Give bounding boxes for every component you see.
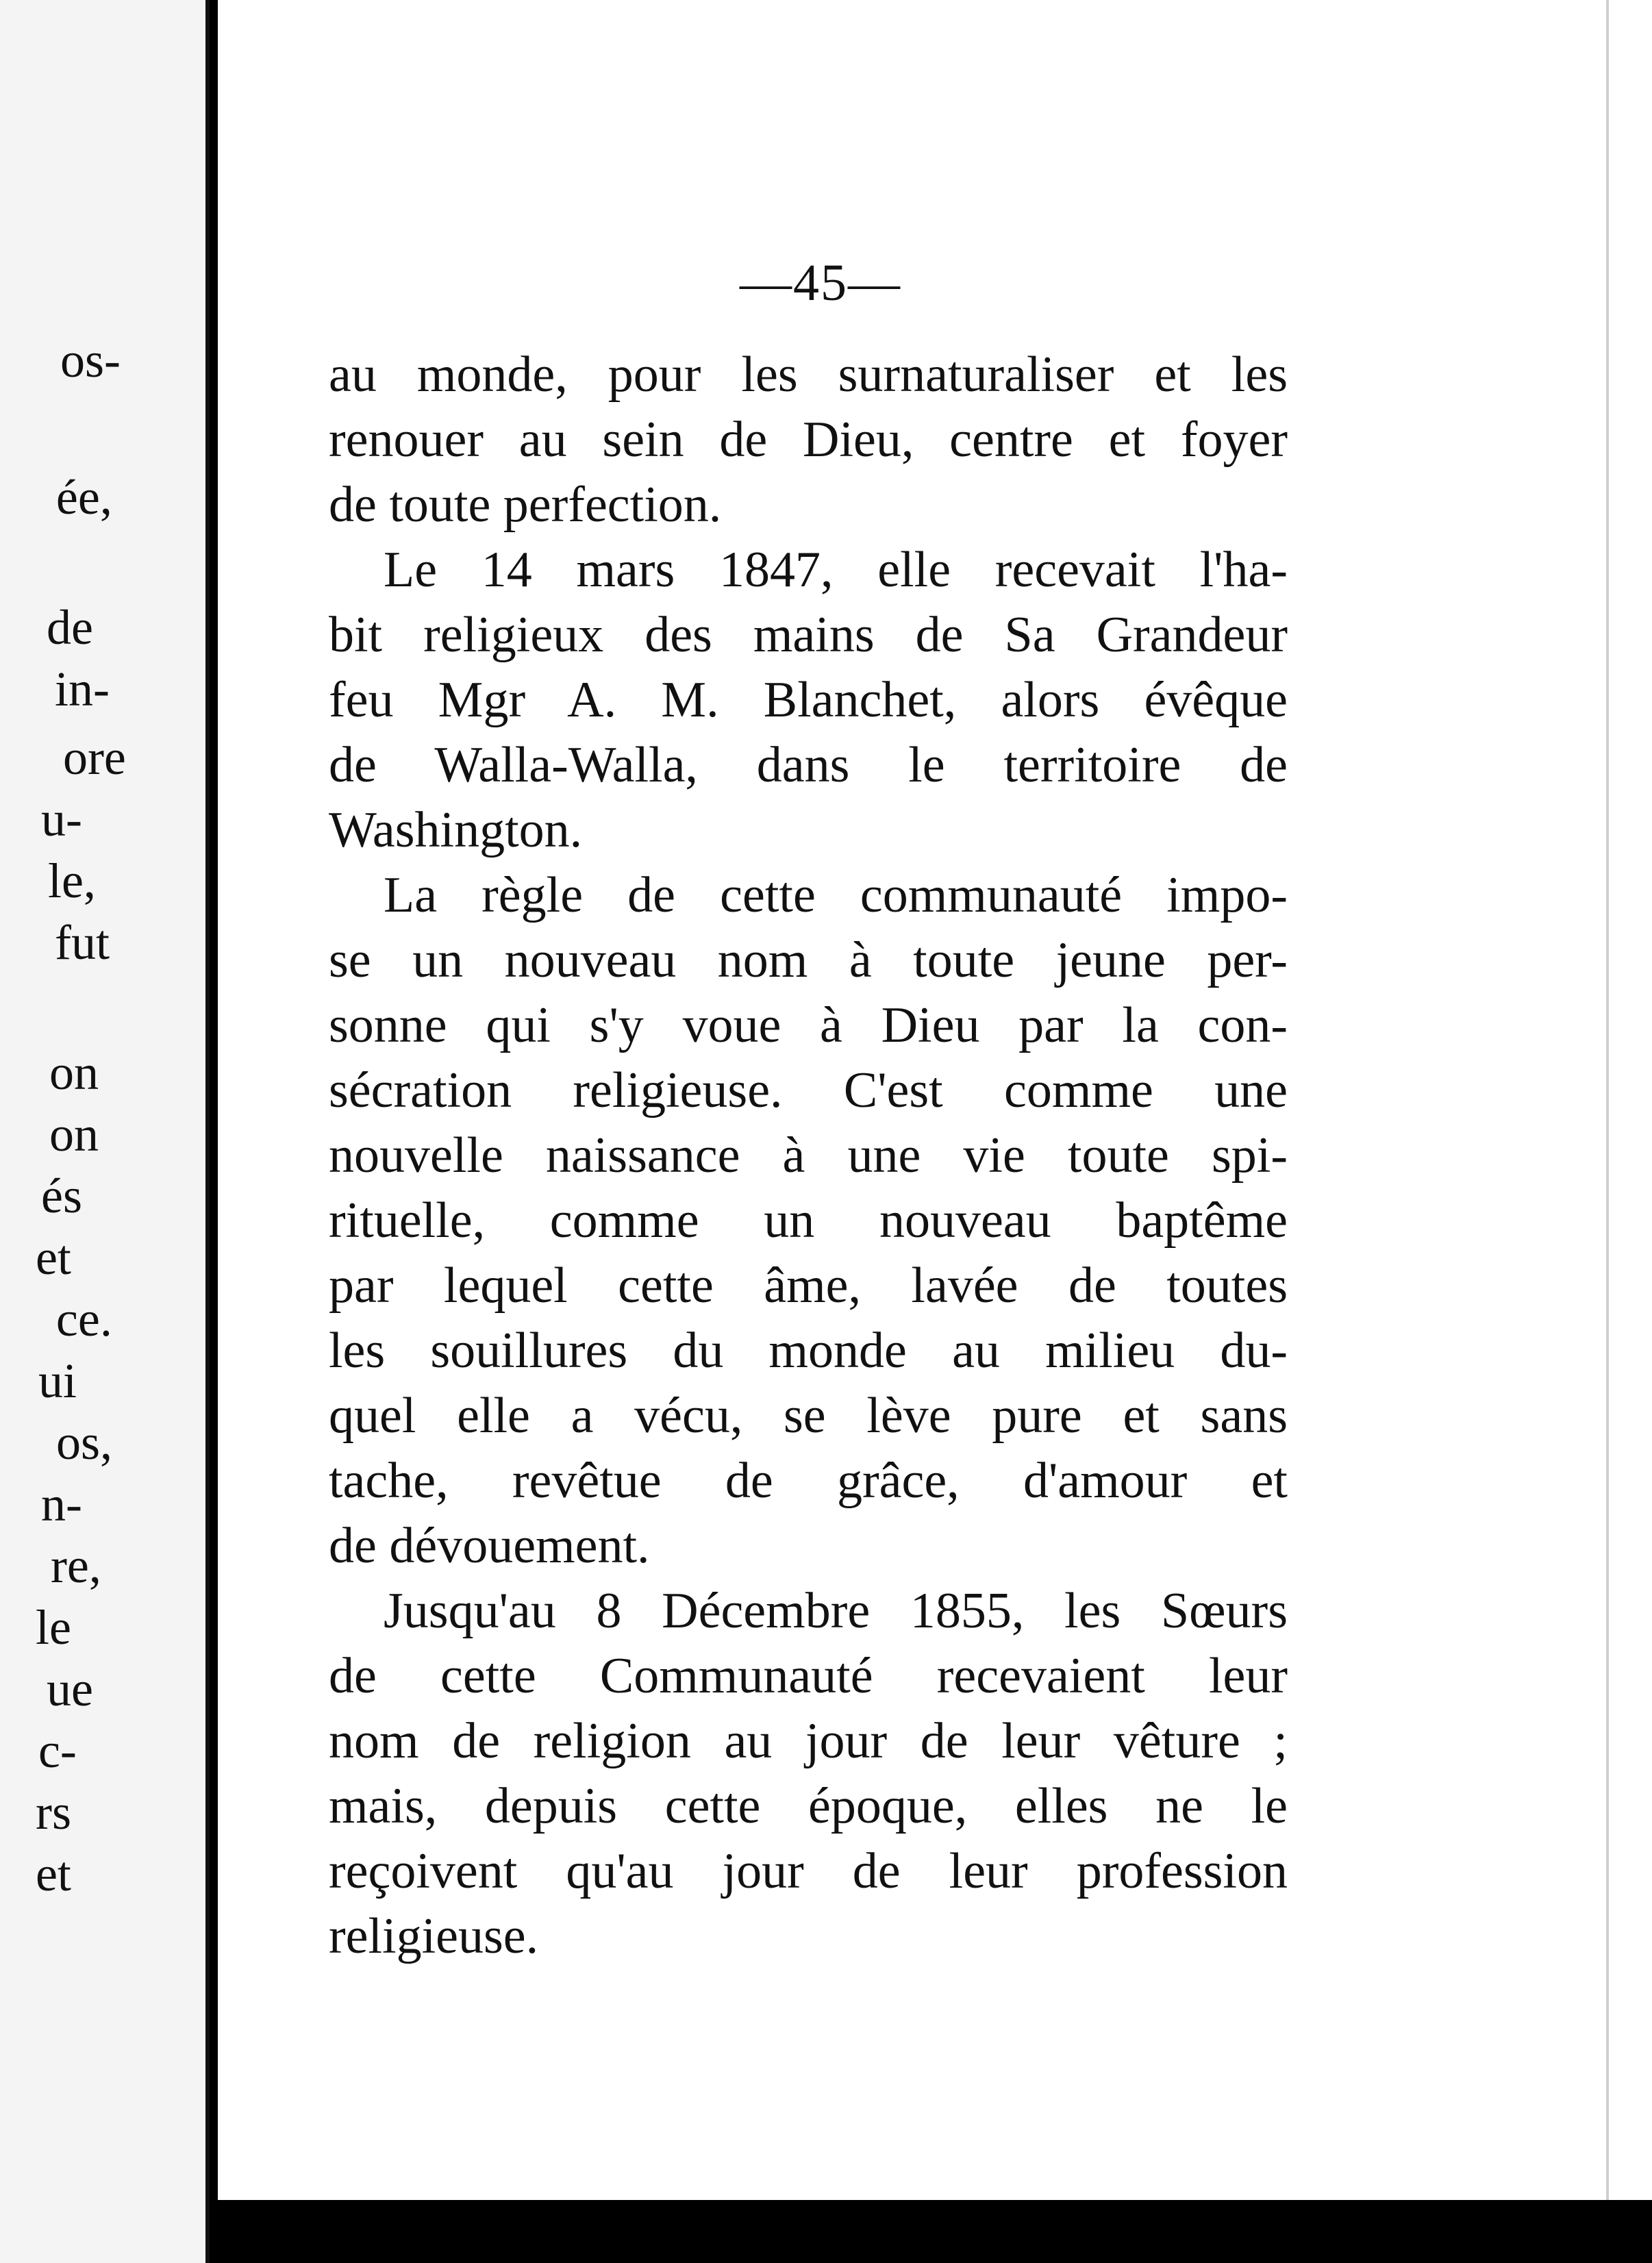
text-line: nouvelle naissance à une vie toute spi- [329,1127,1288,1184]
text-line: bit religieux des mains de Sa Grandeur [329,607,1288,663]
left-page-fragment: u- [40,792,82,847]
text-line: feu Mgr A. M. Blanchet, alors évêque [329,672,1288,728]
left-page-fragment: ée, [55,470,112,525]
left-page-fragment: n- [40,1477,82,1531]
left-page-fragment: fut [54,915,110,970]
text-line: nom de religion au jour de leur vêture ; [329,1713,1288,1769]
text-line: tache, revêtue de grâce, d'amour et [329,1453,1288,1509]
left-page-fragment: on [49,1045,99,1100]
scan-border [218,2200,1652,2263]
paragraph [329,538,1288,863]
text-line: de dévouement. [329,1518,650,1574]
text-line: sonne qui s'y voue à Dieu par la con- [329,997,1288,1053]
left-page-fragment: ce. [55,1292,112,1347]
left-page-fragment: os- [60,333,121,388]
text-line: de toute perfection. [329,477,722,533]
left-page-fragment: et [35,1847,71,1901]
left-page-fragment: le [35,1600,71,1655]
text-line: les souillures du monde au milieu du- [329,1323,1288,1379]
text-line: La règle de cette communauté impo- [384,867,1288,923]
paragraph [329,1579,1288,1969]
left-page-fragment: de [46,600,93,655]
text-line: Le 14 mars 1847, elle recevait l'ha- [384,542,1288,598]
left-page-fragment: c- [38,1723,77,1778]
text-line: au monde, pour les surnaturaliser et les [329,347,1288,403]
left-page-fragment: in- [54,662,110,716]
text-line: Jusqu'au 8 Décembre 1855, les Sœurs [384,1583,1288,1639]
text-line: mais, depuis cette époque, elles ne le [329,1778,1288,1834]
text-line: quel elle a vécu, se lève pure et sans [329,1388,1288,1444]
text-line: renouer au sein de Dieu, centre et foyer [329,412,1288,468]
text-line: reçoivent qu'au jour de leur profession [329,1843,1288,1899]
text-line: Washington. [329,802,583,858]
text-line: religieuse. [329,1908,539,1964]
gutter-shadow [205,0,210,2263]
page-edge [1606,0,1609,2263]
left-page-fragment: és [40,1168,82,1223]
left-page-fragment: le, [47,853,96,908]
left-page-fragment: ore [62,730,126,785]
paragraph [329,342,1288,538]
left-page-fragment: ui [38,1353,77,1408]
text-line: par lequel cette âme, lavée de toutes [329,1258,1288,1314]
left-page-fragment: os, [56,1415,113,1470]
text-line: se un nouveau nom à toute jeune per- [329,932,1288,988]
text-line: rituelle, comme un nouveau baptême [329,1192,1288,1249]
left-page-fragment: re, [50,1538,101,1593]
text-line: de cette Communauté recevaient leur [329,1648,1288,1704]
left-page-fragment: ue [46,1662,93,1716]
page-number: —45— [740,254,901,312]
text-line: de Walla-Walla, dans le territoire de [329,737,1288,793]
body-text [329,342,1288,1969]
left-page-fragment: rs [36,1785,71,1840]
left-page-fragment: on [49,1107,99,1162]
left-page-fragment: et [35,1230,71,1285]
paragraph [329,863,1288,1579]
left-page-edge [0,0,209,2263]
text-line: sécration religieuse. C'est comme une [329,1062,1288,1118]
